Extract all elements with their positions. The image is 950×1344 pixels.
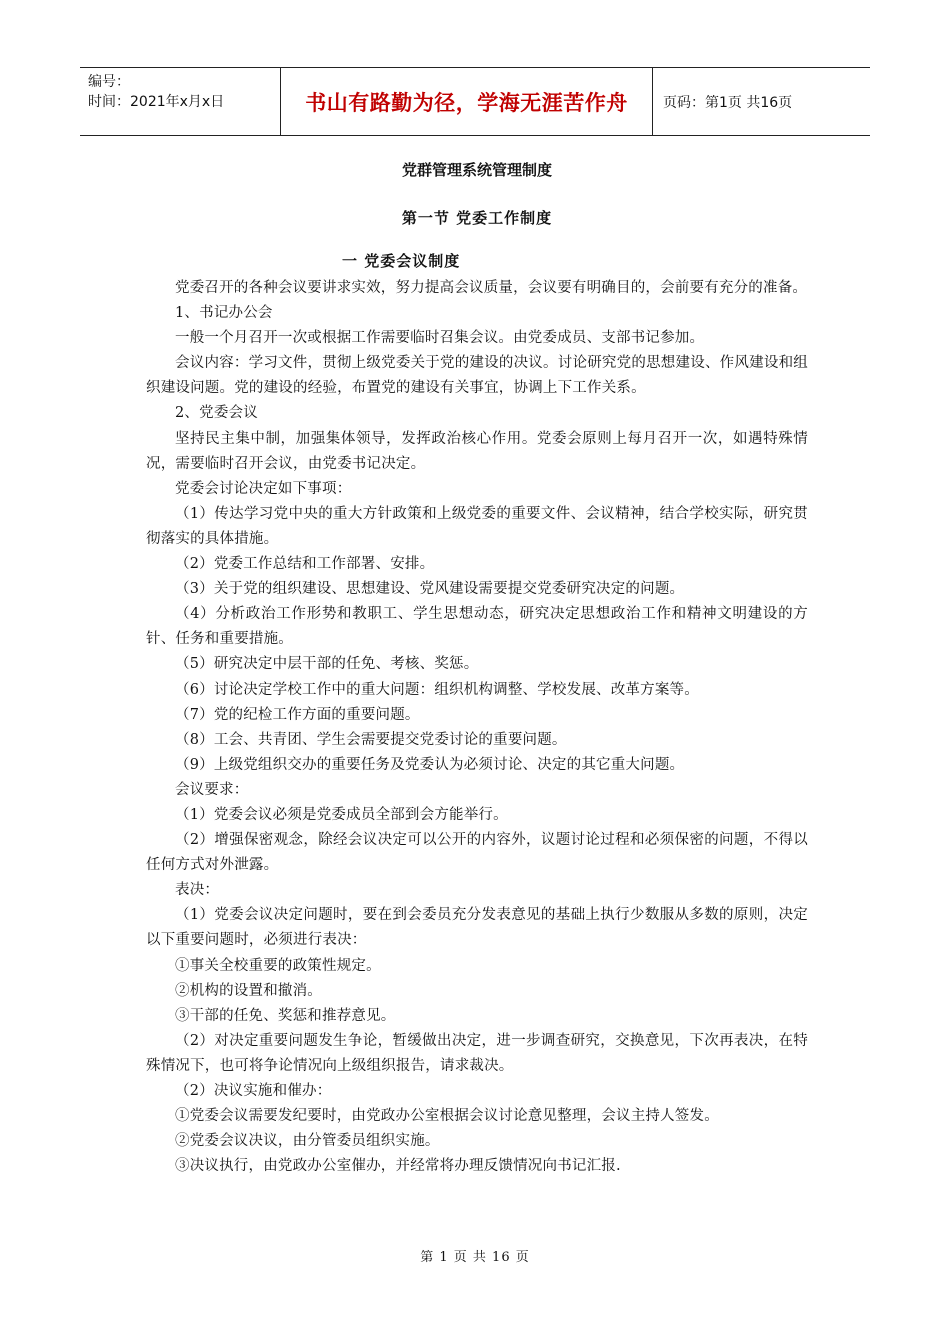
header-motto: 书山有路勤为径，学海无涯苦作舟 (280, 68, 653, 135)
paragraph: ③决议执行，由党政办公室催办，并经常将办理反馈情况向书记汇报. (175, 1158, 621, 1175)
paragraph: ③干部的任免、奖惩和推荐意见。 (175, 1007, 396, 1024)
header-page-info: 页码：第1页 共16页 (663, 94, 793, 111)
paragraph: ②党委会议决议，由分管委员组织实施。 (175, 1133, 440, 1150)
paragraph: 会议要求： (175, 781, 249, 798)
paragraph: ①党委会议需要发纪要时，由党政办公室根据会议讨论意见整理，会议主持人签发。 (175, 1108, 719, 1125)
paragraph: （4）分析政治工作形势和教职工、学生思想动态，研究决定思想政治工作和精神文明建设的方针、任务和重要措施。 (146, 606, 808, 648)
paragraph: （5）研究决定中层干部的任免、考核、奖惩。 (175, 656, 479, 673)
paragraph: （2）党委工作总结和工作部署、安排。 (175, 556, 435, 573)
paragraph: ②机构的设置和撤消。 (175, 982, 322, 999)
document-body (146, 155, 808, 1179)
header-number: 编号： (88, 74, 130, 90)
paragraph: ①事关全校重要的政策性规定。 (175, 957, 381, 974)
section-title: 第一节 党委工作制度 (401, 209, 553, 227)
paragraph: （1）传达学习党中央的重大方针政策和上级党委的重要文件、会议精神，结合学校实际，研究贯彻落实的具体措施。 (146, 505, 808, 547)
page-footer: 第 1 页 共 16 页 (420, 1250, 530, 1265)
paragraph: 坚持民主集中制，加强集体领导，发挥政治核心作用。党委会原则上每月召开一次，如遇特殊情况，需要临时召开会议，由党委书记决定。 (146, 430, 808, 472)
paragraph: 1、书记办公会 (175, 305, 273, 322)
paragraph: （8）工会、共青团、学生会需要提交党委讨论的重要问题。 (175, 731, 567, 748)
paragraph: 会议内容：学习文件，贯彻上级党委关于党的建设的决议。讨论研究党的思想建设、作风建设和组织建设问题。党的建设的经验，布置党的建设有关事宜，协调上下工作关系。 (146, 355, 808, 397)
paragraph: 表决： (175, 882, 220, 899)
paragraph: （3）关于党的组织建设、思想建设、党风建设需要提交党委研究决定的问题。 (175, 581, 685, 598)
paragraph: （1）党委会议决定问题时，要在到会委员充分发表意见的基础上执行少数服从多数的原则，决定以下重要问题时，必须进行表决： (146, 907, 808, 949)
paragraph: 2、党委会议 (175, 405, 258, 422)
paragraph-list (146, 276, 808, 1179)
paragraph: （1）党委会议必须是党委成员全部到会方能举行。 (175, 806, 508, 823)
document-title: 党群管理系统管理制度 (401, 161, 552, 179)
paragraph: （2）决议实施和催办： (175, 1083, 332, 1099)
paragraph: （2）对决定重要问题发生争论，暂缓做出决定，进一步调查研究，交换意见，下次再表决，在特殊情况下，也可将争论情况向上级组织报告，请求裁决。 (146, 1032, 808, 1074)
header-meta (80, 68, 280, 135)
paragraph: （9）上级党组织交办的重要任务及党委认为必须讨论、决定的其它重大问题。 (175, 756, 685, 773)
paragraph: （6）讨论决定学校工作中的重大问题：组织机构调整、学校发展、改革方案等。 (175, 681, 699, 698)
page-header (80, 67, 870, 136)
paragraph: （2）增强保密观念，除经会议决定可以公开的内容外，议题讨论过程和必须保密的问题，不得以任何方式对外泄露。 (146, 832, 808, 874)
paragraph: 一般一个月召开一次或根据工作需要临时召集会议。由党委成员、支部书记参加。 (175, 330, 705, 347)
subsection-title: 一 党委会议制度 (342, 252, 461, 270)
header-date: 时间：2021年x月x日 (88, 94, 225, 110)
paragraph: 党委会讨论决定如下事项： (175, 480, 352, 497)
paragraph: 党委召开的各种会议要讲求实效，努力提高会议质量，会议要有明确目的，会前要有充分的准备。 (175, 280, 808, 296)
paragraph: （7）党的纪检工作方面的重要问题。 (175, 706, 420, 723)
